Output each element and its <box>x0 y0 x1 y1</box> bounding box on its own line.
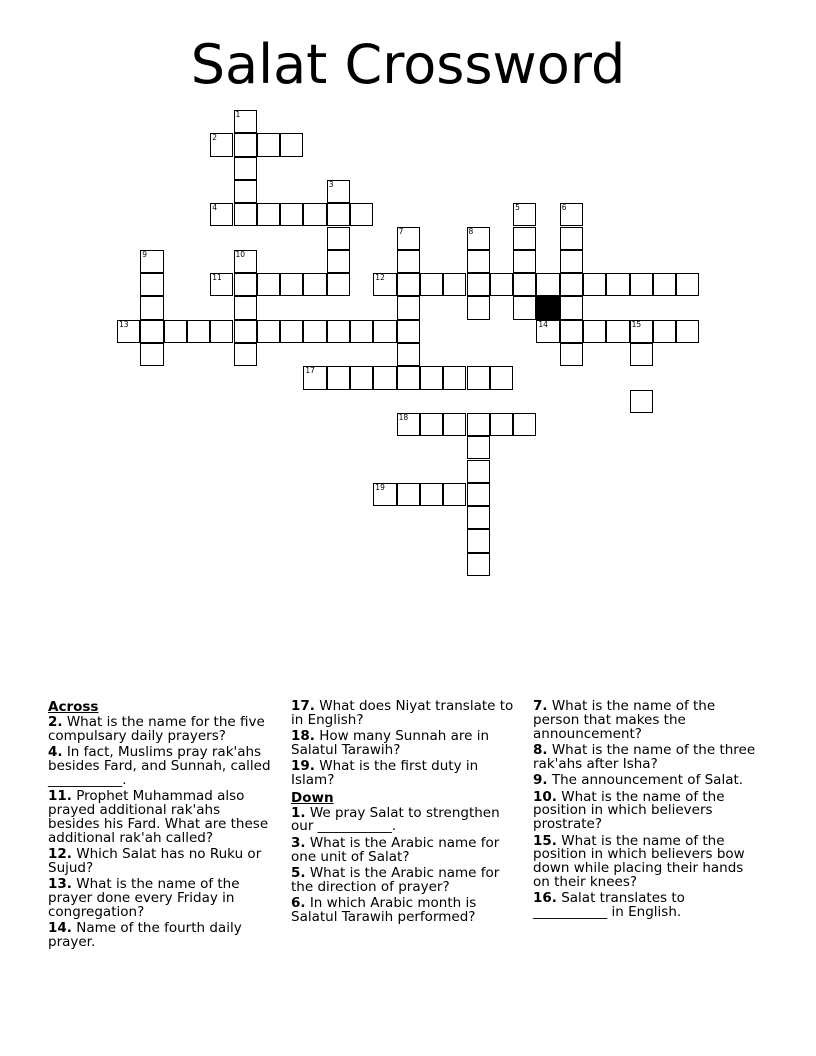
grid-cell[interactable] <box>467 553 490 576</box>
across-heading: Across <box>48 699 99 715</box>
clue-column-1 <box>48 700 272 952</box>
clue-number: 4 <box>212 203 217 213</box>
grid-cell[interactable] <box>397 273 420 296</box>
clue-item-number: 19. <box>291 758 315 775</box>
clue-item <box>291 760 515 788</box>
grid-cell[interactable] <box>467 227 490 250</box>
clue-item-number: 18. <box>291 728 315 745</box>
grid-cell[interactable] <box>234 110 257 133</box>
clue-item-text: What is the name for the five compulsary daily prayers? <box>48 714 265 744</box>
clue-item-number: 17. <box>291 698 315 714</box>
clue-item-text: What is the name of the prayer done every Friday in congregation? <box>48 876 240 920</box>
clue-number: 1 <box>235 110 241 119</box>
grid-cell[interactable] <box>443 413 466 436</box>
grid-cell[interactable] <box>234 343 257 366</box>
grid-cell[interactable] <box>420 483 443 506</box>
clue-item-text: Which Salat has no Ruku or Sujud? <box>48 845 262 876</box>
clue-item <box>48 878 272 919</box>
clue-number: 11 <box>212 273 222 283</box>
grid-cell[interactable] <box>397 413 420 436</box>
grid-cell[interactable] <box>210 320 233 343</box>
grid-cell[interactable] <box>303 320 326 343</box>
grid-cell[interactable] <box>373 320 396 343</box>
grid-cell[interactable] <box>630 343 653 366</box>
grid-cell[interactable] <box>560 227 583 250</box>
grid-cell[interactable] <box>467 250 490 273</box>
grid-cell[interactable] <box>676 273 699 296</box>
grid-cell[interactable] <box>467 273 490 296</box>
grid-cell[interactable] <box>327 366 350 389</box>
grid-cell[interactable] <box>513 250 536 273</box>
grid-cell[interactable] <box>234 320 257 343</box>
grid-cell[interactable] <box>140 320 163 343</box>
grid-cell[interactable] <box>303 273 326 296</box>
clue-number: 15 <box>631 319 642 329</box>
clue-number: 6 <box>561 203 567 213</box>
grid-cell[interactable] <box>443 366 466 389</box>
grid-cell[interactable] <box>257 133 280 156</box>
clue-item-number: 7. <box>533 698 548 714</box>
down-heading: Down <box>291 789 334 806</box>
grid-cell[interactable] <box>327 227 350 250</box>
grid-cell[interactable] <box>280 203 303 226</box>
clue-column-2 <box>291 700 515 927</box>
clue-item-number: 16. <box>533 890 557 907</box>
clue-item-number: 14. <box>48 920 72 937</box>
grid-cell[interactable] <box>140 273 163 296</box>
clue-number: 18 <box>398 412 409 422</box>
clue-number: 3 <box>328 179 334 189</box>
grid-cell[interactable] <box>397 250 420 273</box>
grid-cell[interactable] <box>140 250 163 273</box>
grid-cell[interactable] <box>467 460 490 483</box>
clue-number: 9 <box>142 249 148 259</box>
grid-cell[interactable] <box>560 296 583 319</box>
grid-cell[interactable] <box>467 413 490 436</box>
grid-cell[interactable] <box>467 483 490 506</box>
clue-item-text: In fact, Muslims pray rak'ahs besides Fard, and Sunnah, called ___________. <box>48 744 271 788</box>
black-cell <box>536 296 559 319</box>
grid-cell[interactable] <box>583 320 606 343</box>
grid-cell[interactable] <box>606 273 629 296</box>
clue-item-number: 8. <box>533 741 548 758</box>
clue-item <box>291 804 515 835</box>
grid-cell[interactable] <box>210 273 233 296</box>
crossword-grid <box>117 110 699 576</box>
grid-cell[interactable] <box>606 320 629 343</box>
grid-cell[interactable] <box>397 320 420 343</box>
clue-item-text: What is the Arabic name for the direction of prayer? <box>291 864 500 895</box>
grid-cell[interactable] <box>653 273 676 296</box>
page-title: Salat Crossword <box>190 33 626 96</box>
grid-cell[interactable] <box>280 273 303 296</box>
grid-cell[interactable] <box>327 203 350 226</box>
clue-item <box>533 892 761 920</box>
clue-item <box>48 746 272 787</box>
grid-cell[interactable] <box>327 250 350 273</box>
clue-column-3 <box>533 700 761 923</box>
grid-cell[interactable] <box>490 366 513 389</box>
grid-cell[interactable] <box>513 227 536 250</box>
clue-item <box>291 730 515 758</box>
grid-cell[interactable] <box>420 413 443 436</box>
clue-number: 13 <box>119 319 129 329</box>
clue-item-text: What does Niyat translate to in English? <box>291 698 514 728</box>
clue-item <box>48 845 272 876</box>
clue-number: 5 <box>515 203 520 213</box>
clue-number: 14 <box>538 319 548 329</box>
clue-item-text: What is the name of the three rak'ahs after Isha? <box>533 741 756 772</box>
grid-cell[interactable] <box>210 133 233 156</box>
clue-item <box>48 716 272 744</box>
grid-cell[interactable] <box>397 296 420 319</box>
grid-cell[interactable] <box>467 436 490 459</box>
grid-cell[interactable] <box>560 250 583 273</box>
grid-cell[interactable] <box>560 320 583 343</box>
grid-cell[interactable] <box>210 203 233 226</box>
clue-list <box>48 700 778 990</box>
clue-item-text: What is the name of the position in which believers prostrate? <box>533 788 725 833</box>
grid-cell[interactable] <box>350 366 373 389</box>
grid-cell[interactable] <box>630 390 653 413</box>
clue-item-number: 3. <box>291 834 306 851</box>
grid-cell[interactable] <box>234 133 257 156</box>
grid-cell[interactable] <box>560 343 583 366</box>
clue-item-number: 10. <box>533 788 557 805</box>
clue-number: 2 <box>212 133 217 143</box>
grid-cell[interactable] <box>536 320 559 343</box>
grid-cell[interactable] <box>303 203 326 226</box>
clue-item <box>48 790 272 845</box>
clue-item <box>291 864 515 895</box>
clue-item-text: How many Sunnah are in Salatul Tarawih? <box>291 728 490 758</box>
grid-cell[interactable] <box>467 506 490 529</box>
grid-cell[interactable] <box>490 273 513 296</box>
grid-cell[interactable] <box>257 273 280 296</box>
grid-cell[interactable] <box>164 320 187 343</box>
clue-number: 8 <box>468 226 474 236</box>
grid-cell[interactable] <box>327 180 350 203</box>
clue-item-number: 11. <box>48 788 72 805</box>
clue-item-text: What is the Arabic name for one unit of Salat? <box>291 834 500 865</box>
grid-cell[interactable] <box>420 273 443 296</box>
grid-cell[interactable] <box>653 320 676 343</box>
grid-cell[interactable] <box>467 529 490 552</box>
clue-number: 17 <box>305 366 315 376</box>
grid-cell[interactable] <box>513 413 536 436</box>
grid-cell[interactable] <box>257 203 280 226</box>
grid-cell[interactable] <box>187 320 210 343</box>
clue-number: 7 <box>398 226 404 236</box>
clue-item <box>48 922 272 950</box>
grid-cell[interactable] <box>234 157 257 180</box>
grid-cell[interactable] <box>280 133 303 156</box>
grid-cell[interactable] <box>513 203 536 226</box>
grid-cell[interactable] <box>536 273 559 296</box>
clue-item <box>533 788 761 833</box>
clue-item-number: 9. <box>533 772 548 789</box>
clue-item-text: Name of the fourth daily prayer. <box>48 920 242 950</box>
grid-cell[interactable] <box>140 343 163 366</box>
clue-item-number: 15. <box>533 832 557 849</box>
clue-item <box>533 774 761 788</box>
grid-cell[interactable] <box>630 320 653 343</box>
grid-cell[interactable] <box>327 273 350 296</box>
clue-item <box>291 834 515 865</box>
grid-cell[interactable] <box>397 483 420 506</box>
clue-item-text: What is the name of the person that makes the announcement? <box>533 698 716 742</box>
clue-item-number: 13. <box>48 876 72 893</box>
clue-item <box>291 700 515 728</box>
clue-item-text: The announcement of Salat. <box>551 772 744 789</box>
grid-cell[interactable] <box>397 343 420 366</box>
clue-number: 10 <box>235 249 246 259</box>
grid-cell[interactable] <box>397 366 420 389</box>
grid-cell[interactable] <box>234 273 257 296</box>
grid-cell[interactable] <box>630 273 653 296</box>
grid-cell[interactable] <box>420 366 443 389</box>
clue-item <box>533 832 761 890</box>
clue-item-text: In which Arabic month is Salatul Tarawih performed? <box>291 895 477 925</box>
grid-cell[interactable] <box>676 320 699 343</box>
grid-cell[interactable] <box>513 273 536 296</box>
grid-cell[interactable] <box>560 273 583 296</box>
grid-cell[interactable] <box>560 203 583 226</box>
grid-cell[interactable] <box>467 296 490 319</box>
grid-cell[interactable] <box>397 227 420 250</box>
grid-cell[interactable] <box>350 203 373 226</box>
clue-item-number: 6. <box>291 895 306 912</box>
grid-cell[interactable] <box>373 366 396 389</box>
grid-cell[interactable] <box>303 366 326 389</box>
grid-cell[interactable] <box>583 273 606 296</box>
grid-cell[interactable] <box>140 296 163 319</box>
grid-cell[interactable] <box>117 320 140 343</box>
clue-number: 19 <box>375 482 385 492</box>
clue-item-number: 5. <box>291 864 306 881</box>
grid-cell[interactable] <box>234 250 257 273</box>
grid-cell[interactable] <box>257 320 280 343</box>
grid-cell[interactable] <box>234 203 257 226</box>
grid-cell[interactable] <box>373 483 396 506</box>
grid-cell[interactable] <box>513 296 536 319</box>
clue-item-number: 12. <box>48 845 72 862</box>
clue-item-text: What is the name of the position in which believers bow down while placing their hands on their knees? <box>533 832 745 890</box>
clue-item-text: Prophet Muhammad also prayed additional rak'ahs besides his Fard. What are these additional rak'ah called? <box>48 788 269 846</box>
clue-item <box>533 700 761 741</box>
grid-cell[interactable] <box>280 320 303 343</box>
grid-cell[interactable] <box>443 483 466 506</box>
clue-item <box>291 897 515 925</box>
grid-cell[interactable] <box>467 366 490 389</box>
clue-item-text: We pray Salat to strengthen our ___________. <box>291 804 500 835</box>
grid-cell[interactable] <box>327 320 350 343</box>
clue-item-number: 2. <box>48 714 63 730</box>
clue-item-text: What is the first duty in Islam? <box>291 758 479 789</box>
grid-cell[interactable] <box>373 273 396 296</box>
grid-cell[interactable] <box>234 180 257 203</box>
clue-item-number: 1. <box>291 804 306 821</box>
grid-cell[interactable] <box>234 296 257 319</box>
grid-cell[interactable] <box>490 413 513 436</box>
grid-cell[interactable] <box>443 273 466 296</box>
clue-item-number: 4. <box>48 744 63 761</box>
grid-cell[interactable] <box>350 320 373 343</box>
clue-number: 12 <box>375 273 385 283</box>
clue-item <box>533 741 761 772</box>
clue-item-text: Salat translates to ___________ in English. <box>533 890 685 921</box>
